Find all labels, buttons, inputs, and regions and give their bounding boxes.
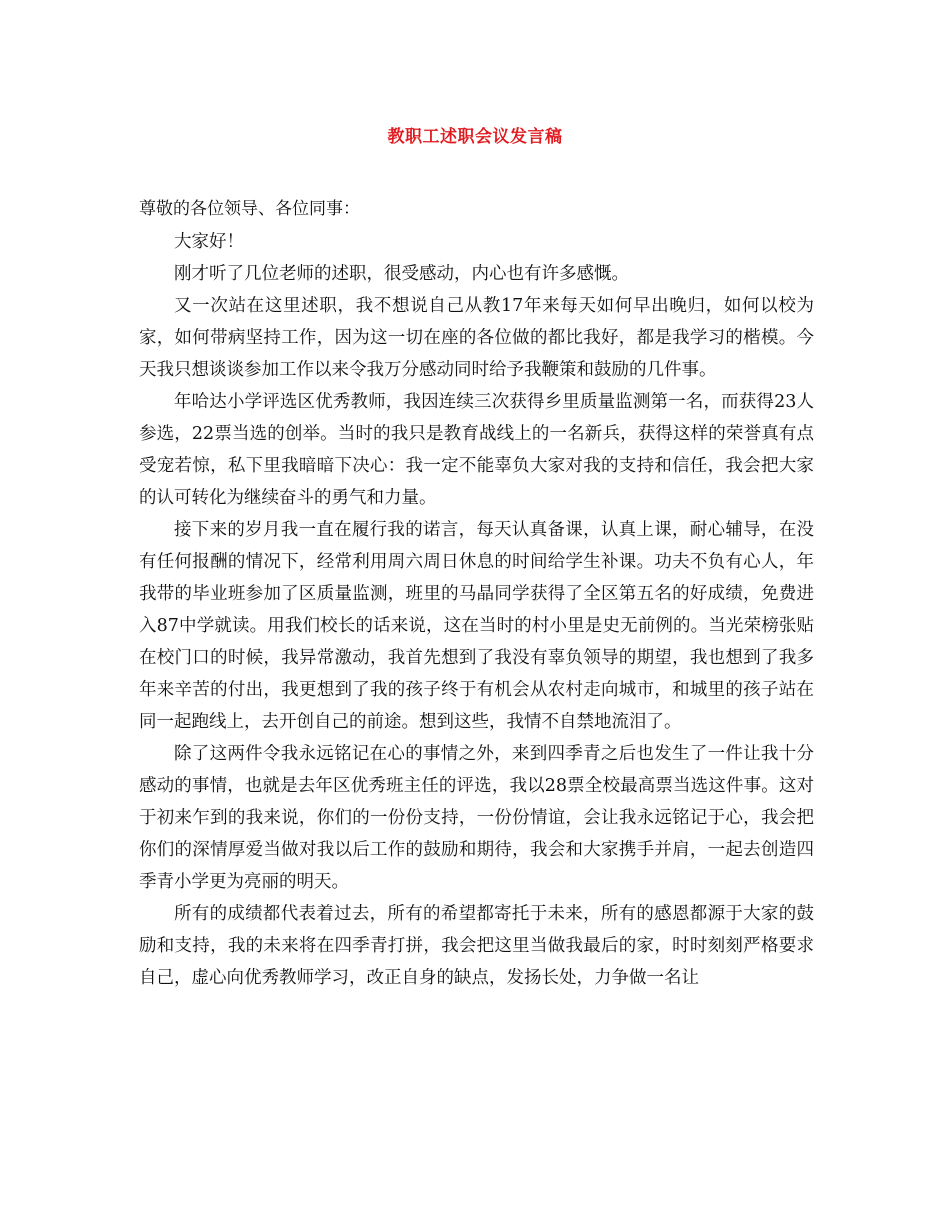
salutation: 尊敬的各位领导、各位同事：	[139, 199, 360, 219]
paragraph: 所有的成绩都代表着过去，所有的希望都寄托于未来，所有的感恩都源于大家的鼓励和支持，我的未来将在四季青打拼，我会把这里当做我最后的家，时时刻刻严格要求自己，虚心向优秀教师学习，改正自身的缺点，发扬长处，力争做一名让	[139, 904, 814, 988]
paragraph: 大家好！	[174, 232, 244, 252]
paragraph: 除了这两件令我永远铭记在心的事情之外，来到四季青之后也发生了一件让我十分感动的事情，也就是去年区优秀班主任的评选，我以28票全校最高票当选这件事。这对于初来乍到的我来说，你们的一份份支持，一份份情谊，会让我永远铭记于心，我会把你们的深情厚爱当做对我以后工作的鼓励和期待，我会和大家携手并肩，一起去创造四季青小学更为亮丽的明天。	[139, 744, 814, 892]
paragraph: 接下来的岁月我一直在履行我的诺言，每天认真备课，认真上课，耐心辅导，在没有任何报酬的情况下，经常利用周六周日休息的时间给学生补课。功夫不负有心人，年我带的毕业班参加了区质量监测，班里的马晶同学获得了全区第五名的好成绩，免费进入87中学就读。用我们校长的话来说，这在当时的村小里是史无前例的。当光荣榜张贴在校门口的时候，我异常激动，我首先想到了我没有辜负领导的期望，我也想到了我多年来辛苦的付出，我更想到了我的孩子终于有机会从农村走向城市，和城里的孩子站在同一起跑线上，去开创自己的前途。想到这些，我情不自禁地流泪了。	[139, 520, 814, 732]
paragraph: 刚才听了几位老师的述职，很受感动，内心也有许多感慨。	[174, 264, 629, 284]
document-body	[139, 226, 814, 994]
paragraph: 年哈达小学评选区优秀教师，我因连续三次获得乡里质量监测第一名，而获得23人参选，22票当选的创举。当时的我只是教育战线上的一名新兵，获得这样的荣誉真有点受宠若惊，私下里我暗暗下决心：我一定不能辜负大家对我的支持和信任，我会把大家的认可转化为继续奋斗的勇气和力量。	[139, 392, 814, 508]
paragraph: 又一次站在这里述职，我不想说自己从教17年来每天如何早出晚归，如何以校为家，如何带病坚持工作，因为这一切在座的各位做的都比我好，都是我学习的楷模。今天我只想谈谈参加工作以来令我万分感动同时给予我鞭策和鼓励的几件事。	[139, 296, 814, 380]
document-title: 教职工述职会议发言稿	[387, 127, 563, 147]
